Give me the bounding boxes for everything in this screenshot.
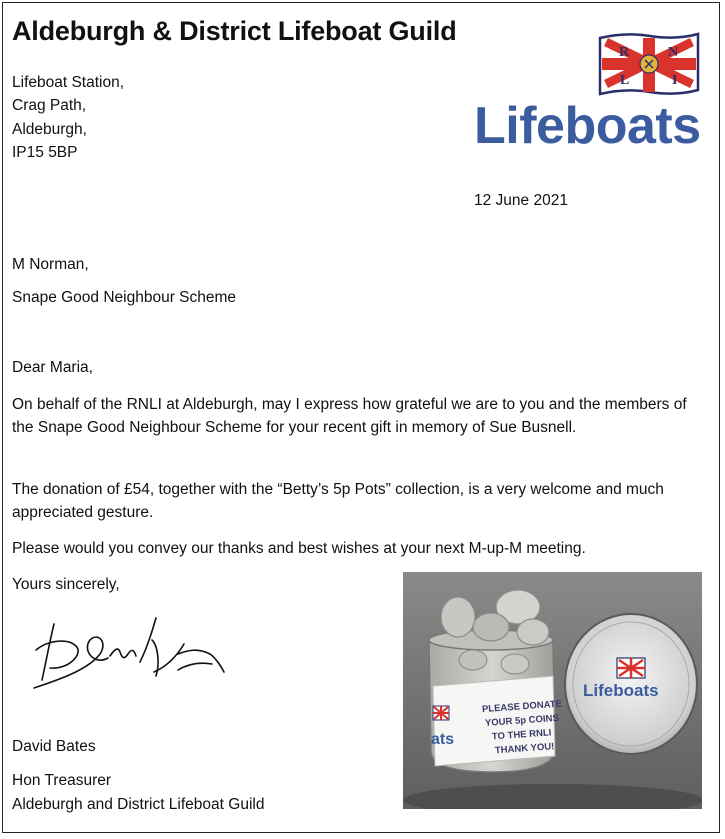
body-paragraph: Please would you convey our thanks and best wishes at your next M-up-M meeting. [12,540,586,557]
signatory-org: Aldeburgh and District Lifeboat Guild [12,796,265,813]
closing: Yours sincerely, [12,576,120,593]
jar-label-line: YOUR 5p COINS [484,712,560,729]
salutation: Dear Maria, [12,359,93,376]
body-paragraph: On behalf of the RNLI at Aldeburgh, may I express how grateful we are to you and the members of the Snape Good Neighbour Scheme for your recent gift in memory of Sue Busnell. [12,396,687,436]
recipient-name: M Norman, [12,256,89,273]
jar-side-word: ats [431,731,455,748]
rnli-flag-logo [598,32,700,103]
address-line: Lifeboat Station, [12,74,125,91]
signatory-role: Hon Treasurer [12,772,112,789]
flag-letter: N [668,45,679,60]
letter-date: 12 June 2021 [474,192,568,209]
address-line: IP15 5BP [12,143,78,161]
address-line: Crag Path, [12,97,87,115]
jar-label-line: PLEASE DONATE [481,698,563,716]
address-line: Aldeburgh, [12,120,87,138]
flag-letter: L [620,73,630,88]
jar-label-line: THANK YOU! [494,741,555,757]
jar-lid [565,614,697,754]
letterhead-title: Aldeburgh & District Lifeboat Guild [12,16,457,46]
flag-letter: I [672,73,678,88]
flag-letter: R [619,45,630,60]
lid-word: Lifeboats [583,681,659,700]
sender-address [12,71,124,164]
jar-label-line: TO THE RNLI [491,727,552,743]
body-paragraph: The donation of £54, together with the “Betty’s 5p Pots” collection, is a very welcome and much appreciated gesture. [12,481,664,521]
donation-jar-photo [403,572,702,809]
recipient-org: Snape Good Neighbour Scheme [12,289,237,306]
lifeboats-logo-text: Lifeboats [474,97,701,155]
signature [28,610,228,705]
signatory-name: David Bates [12,738,96,755]
